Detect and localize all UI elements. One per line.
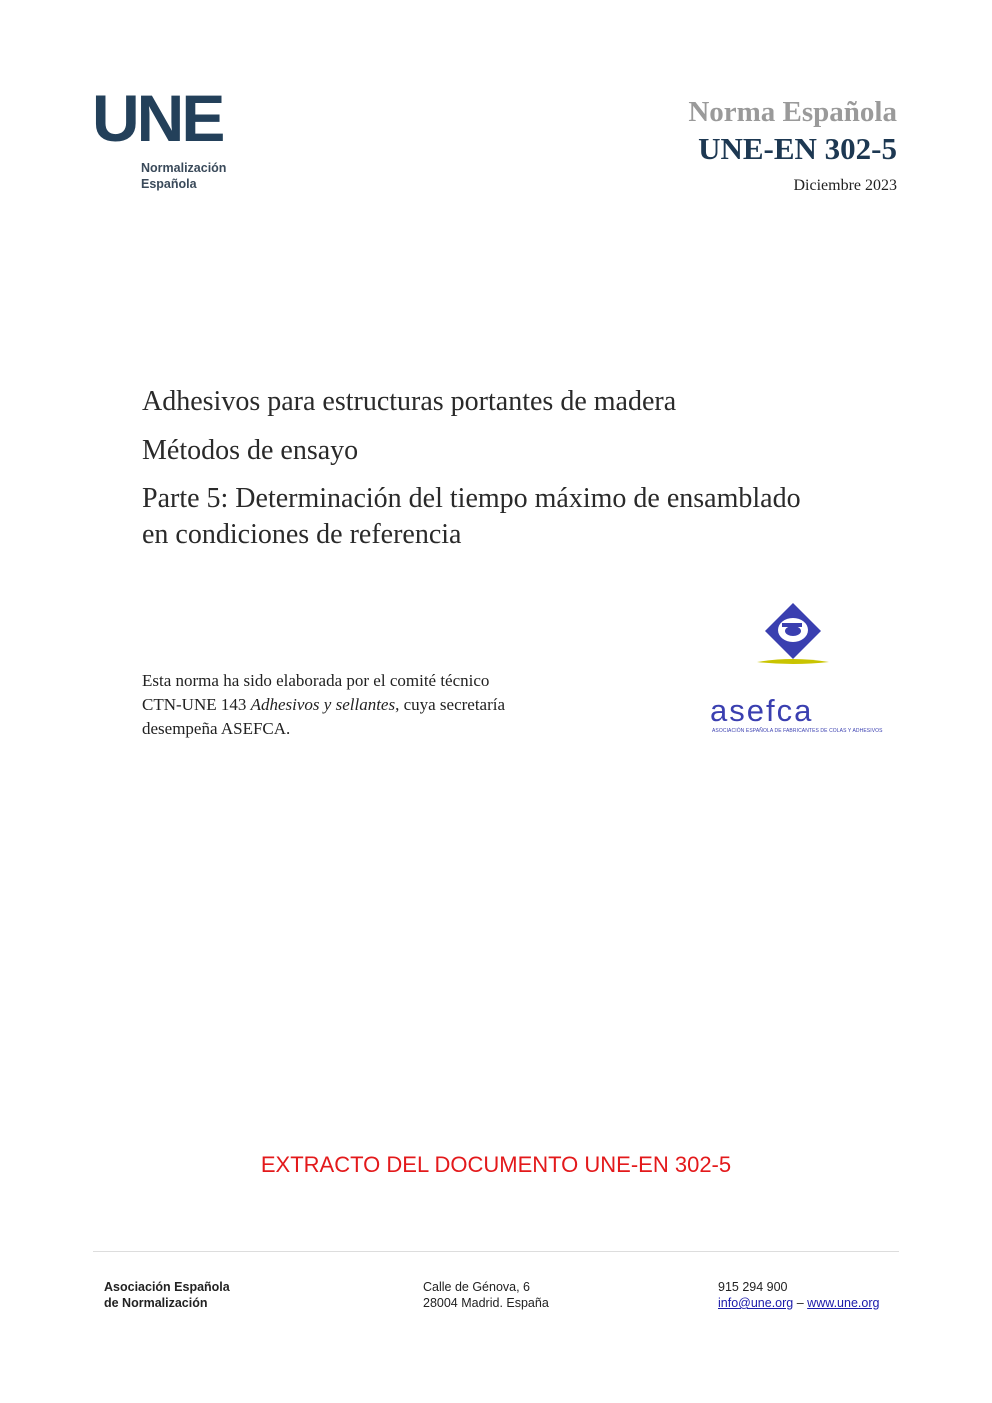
standard-code: UNE-EN 302-5 xyxy=(698,131,897,166)
une-logo-subtitle xyxy=(141,160,226,192)
title-line-4: en condiciones de referencia xyxy=(142,519,462,550)
footer-phone: 915 294 900 xyxy=(718,1280,788,1294)
committee-statement xyxy=(142,669,602,741)
une-logo-line2: Española xyxy=(141,177,197,191)
title-line-3: Parte 5: Determinación del tiempo máximo de ensamblado xyxy=(142,483,801,514)
footer-address xyxy=(423,1279,549,1311)
website-link[interactable]: www.une.org xyxy=(807,1296,880,1310)
publication-date: Diciembre 2023 xyxy=(793,177,897,194)
une-logo-line1: Normalización xyxy=(141,161,227,175)
footer-org-line-2: de Normalización xyxy=(104,1296,208,1310)
footer-org-line-1: Asociación Española xyxy=(104,1280,230,1294)
footer-link-separator: – xyxy=(796,1296,804,1310)
standard-type: Norma Española xyxy=(688,96,897,128)
footer-organization xyxy=(104,1279,230,1311)
title-line-2: Métodos de ensayo xyxy=(142,435,359,466)
footer-address-line-1: Calle de Génova, 6 xyxy=(423,1280,531,1294)
asefca-tagline: ASOCIACIÓN ESPAÑOLA DE FABRICANTES DE COLAS Y ADHESIVOS xyxy=(712,728,883,734)
extract-notice: EXTRACTO DEL DOCUMENTO UNE-EN 302-5 xyxy=(260,1152,732,1177)
committee-name: Adhesivos y sellantes xyxy=(250,695,396,714)
asefca-logo-mark xyxy=(755,600,831,670)
footer-address-line-2: 28004 Madrid. España xyxy=(423,1296,549,1310)
committee-line-2-suffix: , cuya secretaría xyxy=(395,695,506,714)
une-logo xyxy=(92,81,242,198)
footer-contact xyxy=(718,1279,879,1311)
committee-line-1: Esta norma ha sido elaborada por el comité técnico xyxy=(142,671,490,690)
footer-divider xyxy=(93,1251,899,1252)
une-wordmark: UNE xyxy=(92,81,223,155)
email-link[interactable]: info@une.org xyxy=(718,1296,794,1310)
committee-line-3: desempeña ASEFCA. xyxy=(142,719,291,738)
asefca-wordmark: asefca xyxy=(710,693,814,728)
footer-links xyxy=(718,1295,879,1311)
committee-line-2 xyxy=(142,693,602,717)
committee-code: CTN-UNE 143 xyxy=(142,695,251,714)
title-line-1: Adhesivos para estructuras portantes de madera xyxy=(142,386,677,417)
